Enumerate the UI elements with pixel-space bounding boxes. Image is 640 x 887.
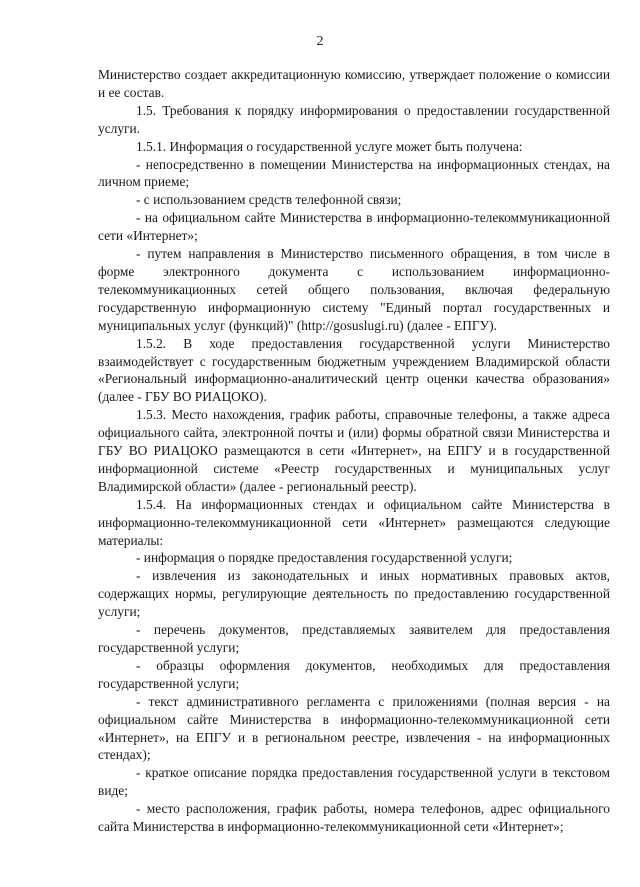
list-item-info-stands: - непосредственно в помещении Министерства на информационных стендах, на личном приеме;	[98, 156, 610, 190]
paragraph-section-1-5-3: 1.5.3. Место нахождения, график работы, справочные телефоны, а также адреса официального сайта, электронной почты и (или) формы обратной связи Министерства и ГБУ ВО РИАЦОКО размещаются в сети «Интернет», на ЕПГУ и в государственной информационной системе «Реестр государственных и муниципальных услуг Владимирской области» (далее - региональный реестр).	[98, 407, 610, 494]
paragraph-section-1-5-2: 1.5.2. В ходе предоставления государственной услуги Министерство взаимодействует с государственным бюджетным учреждением Владимирской области «Региональный информационно-аналитический центр оценки качества образования» (далее - ГБУ ВО РИАЦОКО).	[98, 335, 610, 405]
list-item-legal-extracts: - извлечения из законодательных и иных нормативных правовых актов, содержащих нормы, регулирующие деятельность по предоставлению государственной услуги;	[98, 568, 610, 620]
page-number: 2	[316, 34, 324, 49]
list-item-short-description: - краткое описание порядка предоставления государственной услуги в текстовом виде;	[98, 765, 610, 799]
document-body	[98, 66, 610, 836]
list-item-procedure-info: - информация о порядке предоставления государственной услуги;	[136, 550, 513, 566]
paragraph-section-1-5: 1.5. Требования к порядку информирования о предоставлении государственной услуги.	[98, 102, 610, 136]
list-item-phone: - с использованием средств телефонной связи;	[136, 192, 402, 208]
paragraph-accreditation-commission: Министерство создает аккредитационную комиссию, утверждает положение о комиссии и ее состав.	[98, 67, 610, 100]
list-item-document-samples: - образцы оформления документов, необходимых для предоставления государственной услуги;	[98, 657, 610, 691]
paragraph-section-1-5-4: 1.5.4. На информационных стендах и официальном сайте Министерства в информационно-телекоммуникационной сети «Интернет» размещаются следующие материалы:	[98, 496, 610, 548]
list-item-location-schedule: - место расположения, график работы, номера телефонов, адрес официального сайта Министерства в информационно-телекоммуникационной сети «Интернет»;	[98, 801, 610, 835]
list-item-documents-list: - перечень документов, представляемых заявителем для предоставления государственной услуги;	[98, 622, 610, 655]
list-item-regulation-text: - текст административного регламента с приложениями (полная версия - на официальном сайте Министерства в информационно-телекоммуникационной сети «Интернет», на ЕПГУ и в региональном реестре, извлечения - на информационных стендах);	[98, 693, 610, 763]
list-item-written-request: - путем направления в Министерство письменного обращения, в том числе в форме электронного документа с использованием информационно-телекоммуникационных сетей общего пользования, включая федеральную государственную информационную систему "Единый портал государственных и муниципальных услуг (функций)" (http://gosuslugi.ru) (далее - ЕПГУ).	[98, 246, 610, 333]
list-item-official-site: - на официальном сайте Министерства в информационно-телекоммуникационной сети «Интернет»;	[98, 210, 610, 244]
paragraph-section-1-5-1: 1.5.1. Информация о государственной услуге может быть получена:	[136, 138, 523, 154]
